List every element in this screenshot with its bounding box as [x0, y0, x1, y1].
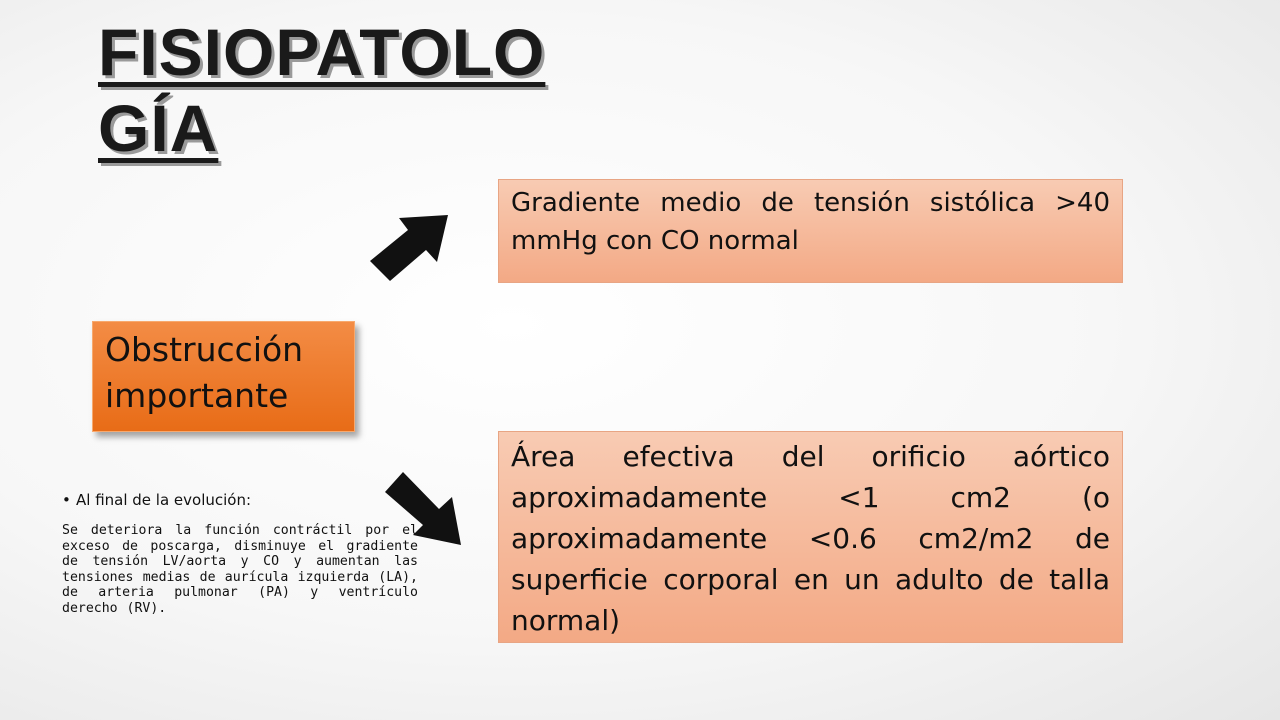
condition-label-box — [92, 321, 355, 432]
criterion-area-box — [498, 431, 1123, 643]
evolution-description: Se deteriora la función contráctil por el exceso de poscarga, disminuye el gradiente de tensión LV/aorta y CO y aumentan las tensiones medias de aurícula izquierda (LA), de arteria pulmonar (PA) y ventrículo derecho (RV). — [62, 523, 418, 616]
criterion-area-text: Área efectiva del orificio aórtico aproximadamente <1 cm2 (o aproximadamente <0.6 cm2/m2 de superficie corporal en un adulto de talla normal) — [511, 440, 1110, 637]
criterion-gradient-box — [498, 179, 1123, 283]
bullet-item — [62, 490, 251, 510]
criterion-gradient-text: Gradiente medio de tensión sistólica >40 mmHg con CO normal — [511, 188, 1110, 256]
bullet-text: Al final de la evolución: — [76, 491, 252, 509]
bullet-marker: • — [62, 491, 71, 509]
condition-label-text: Obstrucción importante — [105, 330, 304, 415]
arrow-up-right-icon — [368, 213, 450, 291]
slide-title: FISIOPATOLOGÍA — [98, 15, 546, 165]
